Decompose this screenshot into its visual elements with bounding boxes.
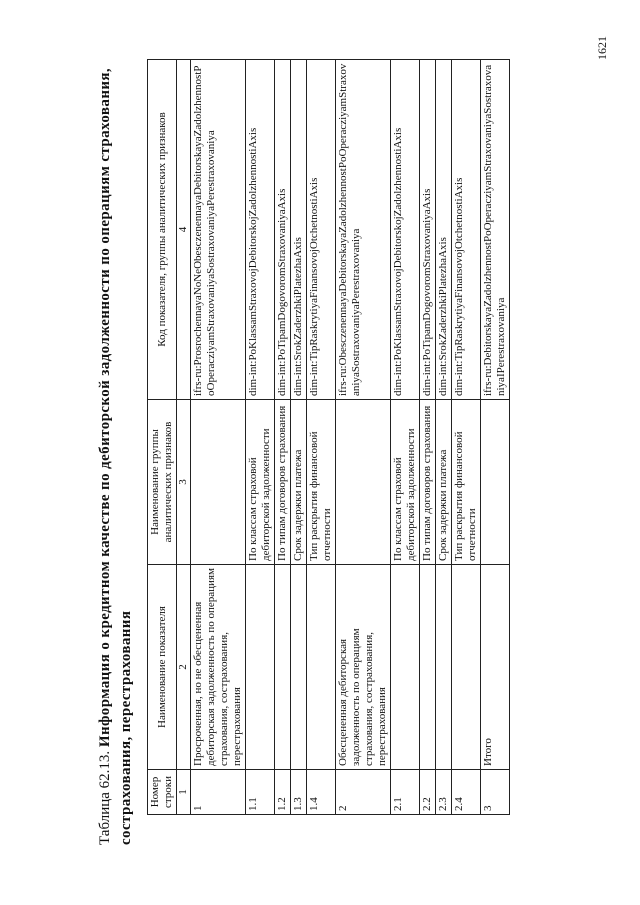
code-cell: ifrs-ru:DebitorskayaZadolzhennostPoOperacziyamStraxovaniyaSostraxovaniyaIPerestraxovaniya — [481, 60, 510, 400]
group-name-cell: По типам договоров страхования — [420, 400, 436, 565]
indicator-name-cell: Обесцененная дебиторская задолженность по операциям страхования, сострахования, перестрахования — [336, 565, 391, 770]
table-row — [452, 60, 481, 815]
table-row — [246, 60, 275, 815]
code-cell: dim-int:PoTipamDogovoromStraxovaniyaAxis — [420, 60, 436, 400]
table-row — [191, 60, 246, 815]
code-cell: dim-int:SrokZaderzhkiPlatezhaAxis — [436, 60, 452, 400]
row-number-cell: 2.2 — [420, 770, 436, 815]
table-body — [191, 60, 510, 815]
table-row — [275, 60, 291, 815]
row-number-cell: 1 — [191, 770, 246, 815]
group-name-cell: Тип раскрытия финансовой отчетности — [307, 400, 336, 565]
group-name-cell — [481, 400, 510, 565]
column-number-row — [177, 60, 191, 815]
page-number: 1621 — [595, 36, 609, 60]
indicator-name-cell — [275, 565, 291, 770]
header-indicator-name: Наименование показателя — [148, 565, 177, 770]
group-name-cell — [336, 400, 391, 565]
group-name-cell: Срок задержки платежа — [436, 400, 452, 565]
column-number: 3 — [177, 400, 191, 565]
column-number: 1 — [177, 770, 191, 815]
row-number-cell: 2.1 — [391, 770, 420, 815]
code-cell: dim-int:PoKlassamStraxovojDebitorskojZadolzhennostiAxis — [246, 60, 275, 400]
indicator-name-cell — [391, 565, 420, 770]
table-row — [307, 60, 336, 815]
row-number-cell: 1.1 — [246, 770, 275, 815]
header-row-number: Номер строки — [148, 770, 177, 815]
indicator-name-cell: Итого — [481, 565, 510, 770]
code-cell: dim-int:PoTipamDogovoromStraxovaniyaAxis — [275, 60, 291, 400]
indicator-name-cell — [246, 565, 275, 770]
header-group-name: Наименование группы аналитических признаков — [148, 400, 177, 565]
column-number: 2 — [177, 565, 191, 770]
code-cell: dim-int:TipRaskrytiyaFinansovojOtchetnostiAxis — [307, 60, 336, 400]
indicator-name-cell: Просроченная, но не обесцененная дебиторская задолженность по операциям страхования, сострахования, перестрахования — [191, 565, 246, 770]
group-name-cell: Тип раскрытия финансовой отчетности — [452, 400, 481, 565]
group-name-cell — [191, 400, 246, 565]
indicators-table — [147, 59, 510, 815]
row-number-cell: 3 — [481, 770, 510, 815]
table-row — [391, 60, 420, 815]
code-cell: dim-int:TipRaskrytiyaFinansovojOtchetnostiAxis — [452, 60, 481, 400]
indicator-name-cell — [452, 565, 481, 770]
table-caption — [95, 55, 137, 845]
header-code: Код показателя, группы аналитических признаков — [148, 60, 177, 400]
group-name-cell: По классам страховой дебиторской задолженности — [391, 400, 420, 565]
table-row — [420, 60, 436, 815]
indicator-name-cell — [307, 565, 336, 770]
indicator-name-cell — [291, 565, 307, 770]
caption-title: Информация о кредитном качестве по дебиторской задолженности по операциям страхования, сострахования, перестрахования — [97, 67, 134, 845]
code-cell: dim-int:SrokZaderzhkiPlatezhaAxis — [291, 60, 307, 400]
table-row — [336, 60, 391, 815]
row-number-cell: 1.3 — [291, 770, 307, 815]
row-number-cell: 2.4 — [452, 770, 481, 815]
table-row — [291, 60, 307, 815]
indicator-name-cell — [420, 565, 436, 770]
row-number-cell: 2.3 — [436, 770, 452, 815]
code-cell: ifrs-ru:ObesczenennayaDebitorskayaZadolzhennostPoOperacziyamStraxovaniyaSostraxovaniyaPerestraxovaniya — [336, 60, 391, 400]
row-number-cell: 1.2 — [275, 770, 291, 815]
code-cell: ifrs-ru:ProsrochennayaNoNeObesczenennayaDebitorskayaZadolzhennostPoOperacziyamStraxovaniyaSostraxovaniyaPerestraxovaniya — [191, 60, 246, 400]
group-name-cell: Срок задержки платежа — [291, 400, 307, 565]
group-name-cell: По классам страховой дебиторской задолженности — [246, 400, 275, 565]
caption-prefix: Таблица 62.13. — [97, 750, 113, 845]
indicator-name-cell — [436, 565, 452, 770]
column-number: 4 — [177, 60, 191, 400]
group-name-cell: По типам договоров страхования — [275, 400, 291, 565]
table-row — [481, 60, 510, 815]
row-number-cell: 2 — [336, 770, 391, 815]
code-cell: dim-int:PoKlassamStraxovojDebitorskojZadolzhennostiAxis — [391, 60, 420, 400]
table-row — [436, 60, 452, 815]
table-header-row — [148, 60, 177, 815]
row-number-cell: 1.4 — [307, 770, 336, 815]
